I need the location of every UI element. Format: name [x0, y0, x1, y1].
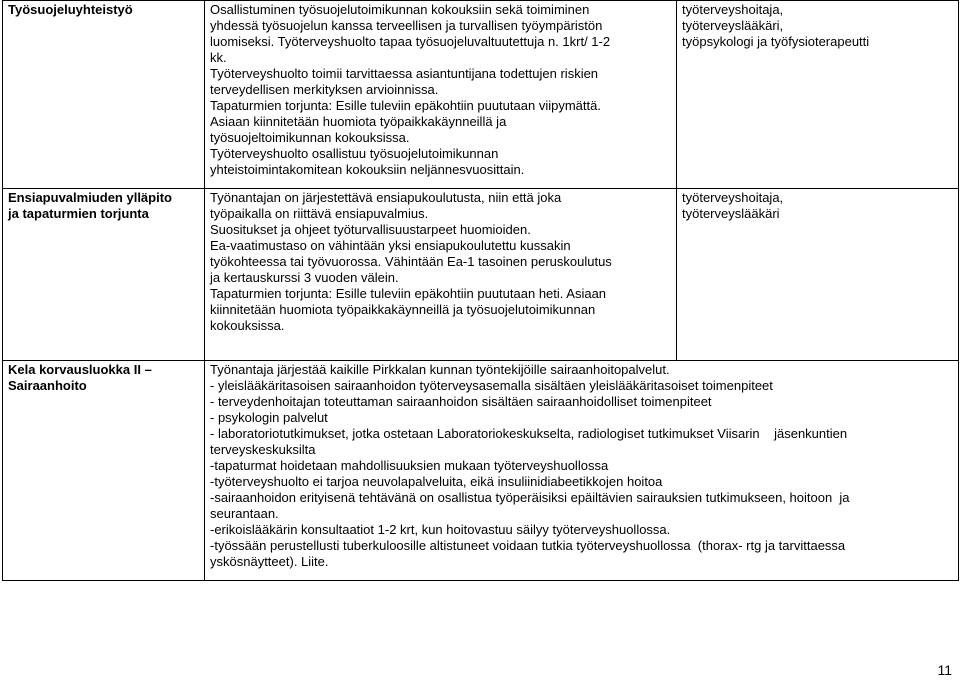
row-content-cell: [205, 189, 677, 361]
content-line: Työnantajan on järjestettävä ensiapukoulutusta, niin että joka: [210, 190, 562, 205]
row-content-cell: [205, 1, 677, 189]
document-table: [2, 0, 959, 581]
content-line: kiinnitetään huomiota työpaikkakäynneillä ja työsuojelutoimikunnan: [210, 302, 596, 317]
content-line: terveyskeskuksilta: [210, 442, 316, 457]
table-row: [3, 189, 959, 361]
content-line: - terveydenhoitajan toteuttaman sairaanhoidon sisältäen sairaanhoidolliset toimenpiteet: [210, 394, 712, 409]
content-line: Ea-vaatimustaso on vähintään yksi ensiapukoulutettu kussakin: [210, 238, 571, 253]
content-line: -sairaanhoidon erityisenä tehtävänä on osallistua työperäisiksi epäiltävien sairauksien tutkimukseen, hoitoon ja: [210, 490, 850, 505]
content-line: kokouksissa.: [210, 318, 285, 333]
content-line: Työterveyshuolto osallistuu työsuojelutoimikunnan: [210, 146, 499, 161]
table-row: [3, 361, 959, 581]
content-line: Tapaturmien torjunta: Esille tuleviin epäkohtiin puututaan viipymättä.: [210, 98, 601, 113]
content-line: Työnantaja järjestää kaikille Pirkkalan kunnan työntekijöille sairaanhoitopalvelut.: [210, 362, 670, 377]
row-heading-cell: [3, 189, 205, 361]
responsible-line: työterveyshoitaja,: [682, 2, 784, 17]
content-line: yhteistoimintakomitean kokouksiin neljännesvuosittain.: [210, 162, 525, 177]
row-heading: Työsuojeluyhteistyö: [8, 2, 133, 17]
content-line: - laboratoriotutkimukset, jotka ostetaan Laboratoriokeskukselta, radiologiset tutkimukset Viisarin jäsenkuntien: [210, 426, 848, 441]
row-heading-cell: [3, 361, 205, 581]
row-heading: Kela korvausluokka II –: [8, 362, 152, 377]
row-heading: ja tapaturmien torjunta: [8, 206, 149, 221]
responsible-line: työterveyshoitaja,: [682, 190, 784, 205]
content-line: kk.: [210, 50, 227, 65]
table-row: [3, 1, 959, 189]
content-line: ja kertauskurssi 3 vuoden välein.: [210, 270, 399, 285]
content-line: luomiseksi. Työterveyshuolto tapaa työsuojeluvaltuutettuja n. 1krt/ 1-2: [210, 34, 611, 49]
content-line: -työterveyshuolto ei tarjoa neuvolapalveluita, eikä insuliinidiabeetikkojen hoitoa: [210, 474, 663, 489]
responsible-line: työpsykologi ja työfysioterapeutti: [682, 34, 870, 49]
content-line: yskösnäytteet). Liite.: [210, 554, 329, 569]
content-line: Osallistuminen työsuojelutoimikunnan kokouksiin sekä toimiminen: [210, 2, 590, 17]
content-line: Tapaturmien torjunta: Esille tuleviin epäkohtiin puututaan heti. Asiaan: [210, 286, 607, 301]
content-line: Työterveyshuolto toimii tarvittaessa asiantuntijana todettujen riskien: [210, 66, 599, 81]
responsible-line: työterveyslääkäri: [682, 206, 780, 221]
content-line: terveydellisen merkityksen arvioinnissa.: [210, 82, 439, 97]
content-line: Asiaan kiinnitetään huomiota työpaikkakäynneillä ja: [210, 114, 507, 129]
row-heading: Ensiapuvalmiuden ylläpito: [8, 190, 172, 205]
page-number: 11: [937, 662, 952, 678]
responsible-line: työterveyslääkäri,: [682, 18, 784, 33]
content-line: - psykologin palvelut: [210, 410, 328, 425]
content-line: - yleislääkäritasoisen sairaanhoidon työterveysasemalla sisältäen yleislääkäritasoiset toimenpiteet: [210, 378, 773, 393]
content-line: seurantaan.: [210, 506, 279, 521]
content-line: -työssään perustellusti tuberkuloosille altistuneet voidaan tutkia työterveyshuollossa (thorax- rtg ja tarvittaessa: [210, 538, 846, 553]
content-line: Suositukset ja ohjeet työturvallisuustarpeet huomioiden.: [210, 222, 531, 237]
content-line: -erikoislääkärin konsultaatiot 1-2 krt, kun hoitovastuu säilyy työterveyshuollossa.: [210, 522, 671, 537]
row-heading: Sairaanhoito: [8, 378, 87, 393]
content-line: työkohteessa tai työvuorossa. Vähintään Ea-1 tasoinen peruskoulutus: [210, 254, 612, 269]
content-line: -tapaturmat hoidetaan mahdollisuuksien mukaan työterveyshuollossa: [210, 458, 609, 473]
content-line: työsuojeltoimikunnan kokouksissa.: [210, 130, 410, 145]
row-heading-cell: [3, 1, 205, 189]
row-content-cell: [205, 361, 959, 581]
row-responsible-cell: [677, 1, 959, 189]
row-responsible-cell: [677, 189, 959, 361]
content-line: työpaikalla on riittävä ensiapuvalmius.: [210, 206, 429, 221]
content-line: yhdessä työsuojelun kanssa terveellisen ja turvallisen työympäristön: [210, 18, 603, 33]
